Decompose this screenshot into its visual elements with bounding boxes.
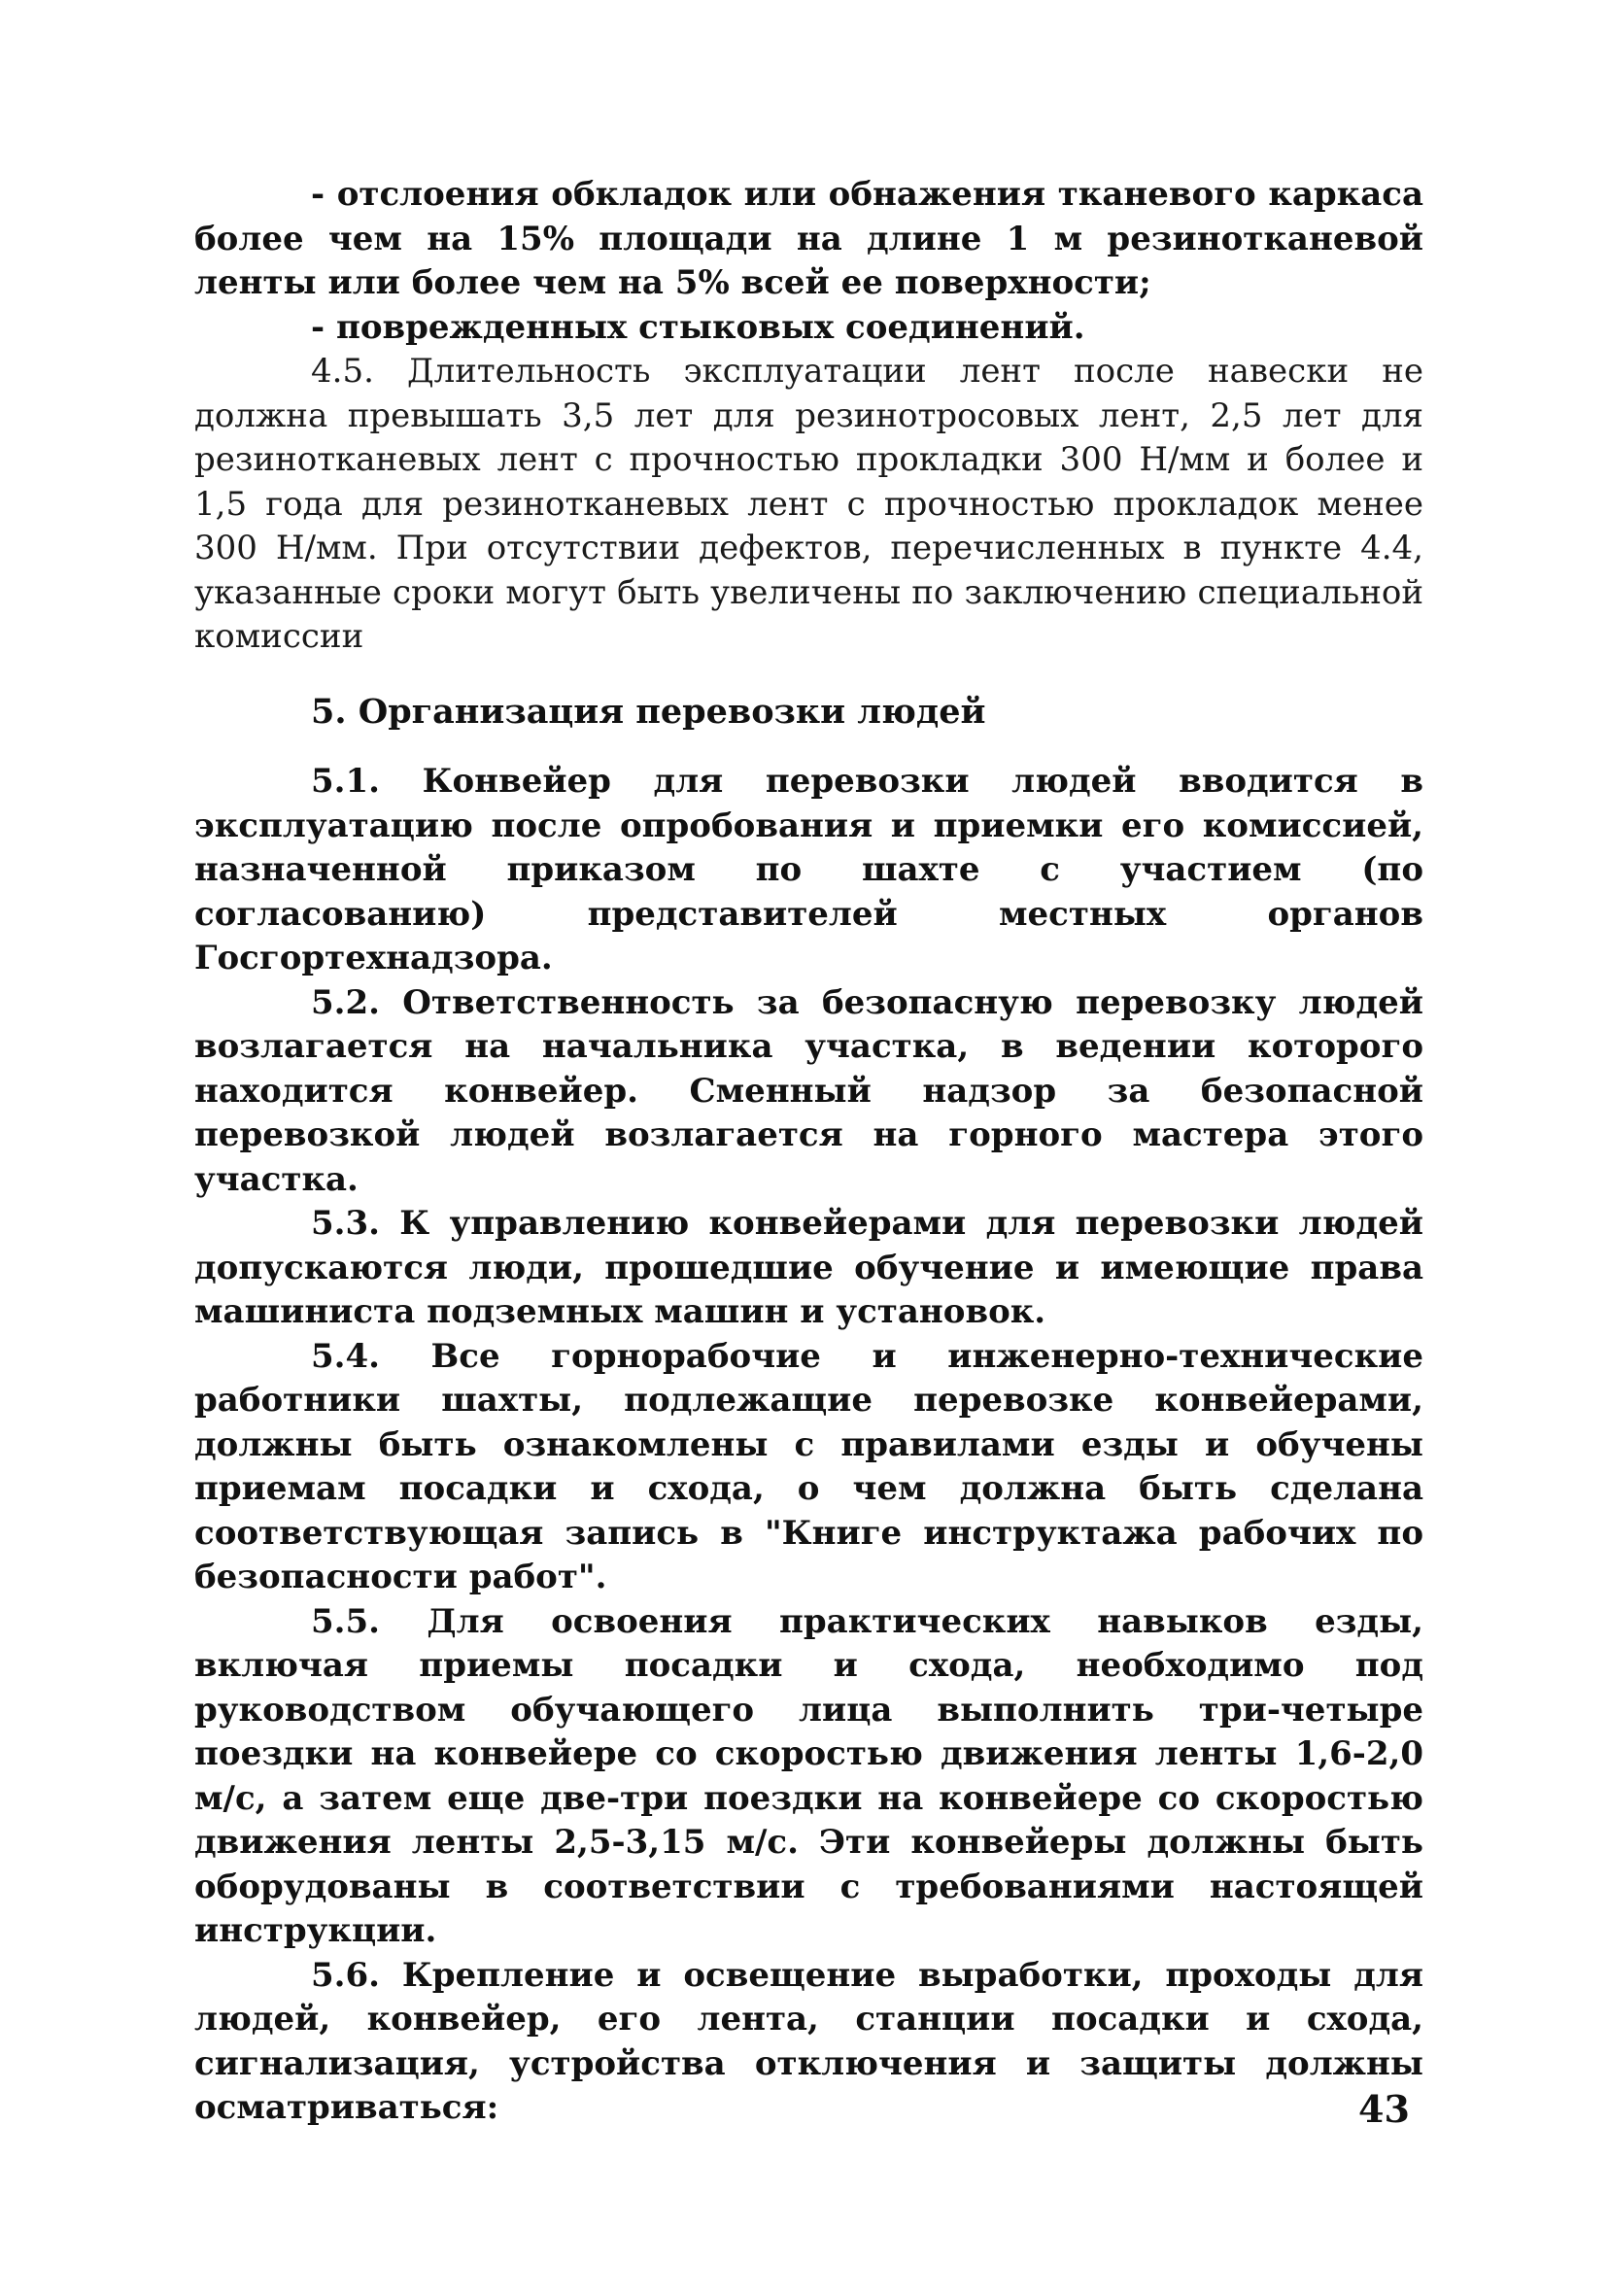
paragraph-5-6: 5.6. Крепление и освещение выработки, проходы для людей, конвейер, его лента, станции посадки и схода, сигнализация, устройства отключения и защиты должны осматриваться:: [194, 1955, 1423, 2127]
paragraph-5-5: 5.5. Для освоения практических навыков езды, включая приемы посадки и схода, необходимо под руководством обучающего лица выполнить три-четыре поездки на конвейере со скоростью движения ленты 1,6-2,0 м/с, а затем еще две-три поездки на конвейере со скоростью движения ленты 2,5-3,15 м/с. Эти конвейеры должны быть оборудованы в соответствии с требованиями настоящей инструкции.: [194, 1601, 1423, 1950]
section4-text: [194, 173, 1423, 660]
list-item-joints: - поврежденных стыковых соединений.: [311, 307, 1085, 347]
section-heading: 5. Организация перевозки людей: [311, 692, 986, 732]
paragraph-5-2: 5.2. Ответственность за безопасную перевозку людей возлагается на начальника участка, в ведении которого находится конвейер. Сменный надзор за безопасной перевозкой людей возлагается на горного мастера этого участка.: [194, 982, 1423, 1199]
paragraph-5-1: 5.1. Конвейер для перевозки людей вводится в эксплуатацию после опробования и приемки его комиссией, назначенной приказом по шахте с участием (по согласованию) представителей местных органов Госгортехнадзора.: [194, 762, 1423, 977]
paragraph-5-4: 5.4. Все горнорабочие и инженерно-технические работники шахты, подлежащие перевозке конвейерами, должны быть ознакомлены с правилами езды и обучены приемам посадки и схода, о чем должна быть сделана соответствующая запись в "Книге инструктажа рабочих по безопасности работ".: [194, 1336, 1423, 1596]
section5-text: [194, 760, 1423, 2131]
list-item-delamination: - отслоения обкладок или обнажения тканевого каркаса более чем на 15% площади на длине 1 м резинотканевой ленты или более чем на 5% всей ее поверхности;: [194, 175, 1423, 302]
paragraph-5-3: 5.3. К управлению конвейерами для перевозки людей допускаются люди, прошедшие обучение и имеющие права машиниста подземных машин и установок.: [194, 1204, 1423, 1331]
paragraph-4-5: 4.5. Длительность эксплуатации лент после навески не должна превышать 3,5 лет для резинотросовых лент, 2,5 лет для резинотканевых лент с прочностью прокладки 300 Н/мм и более и 1,5 года для резинотканевых лент с прочностью прокладок менее 300 Н/мм. При отсутствии дефектов, перечисленных в пункте 4.4, указанные сроки могут быть увеличены по заключению специальной комиссии: [194, 352, 1423, 656]
page-number: 43: [1358, 2087, 1410, 2131]
